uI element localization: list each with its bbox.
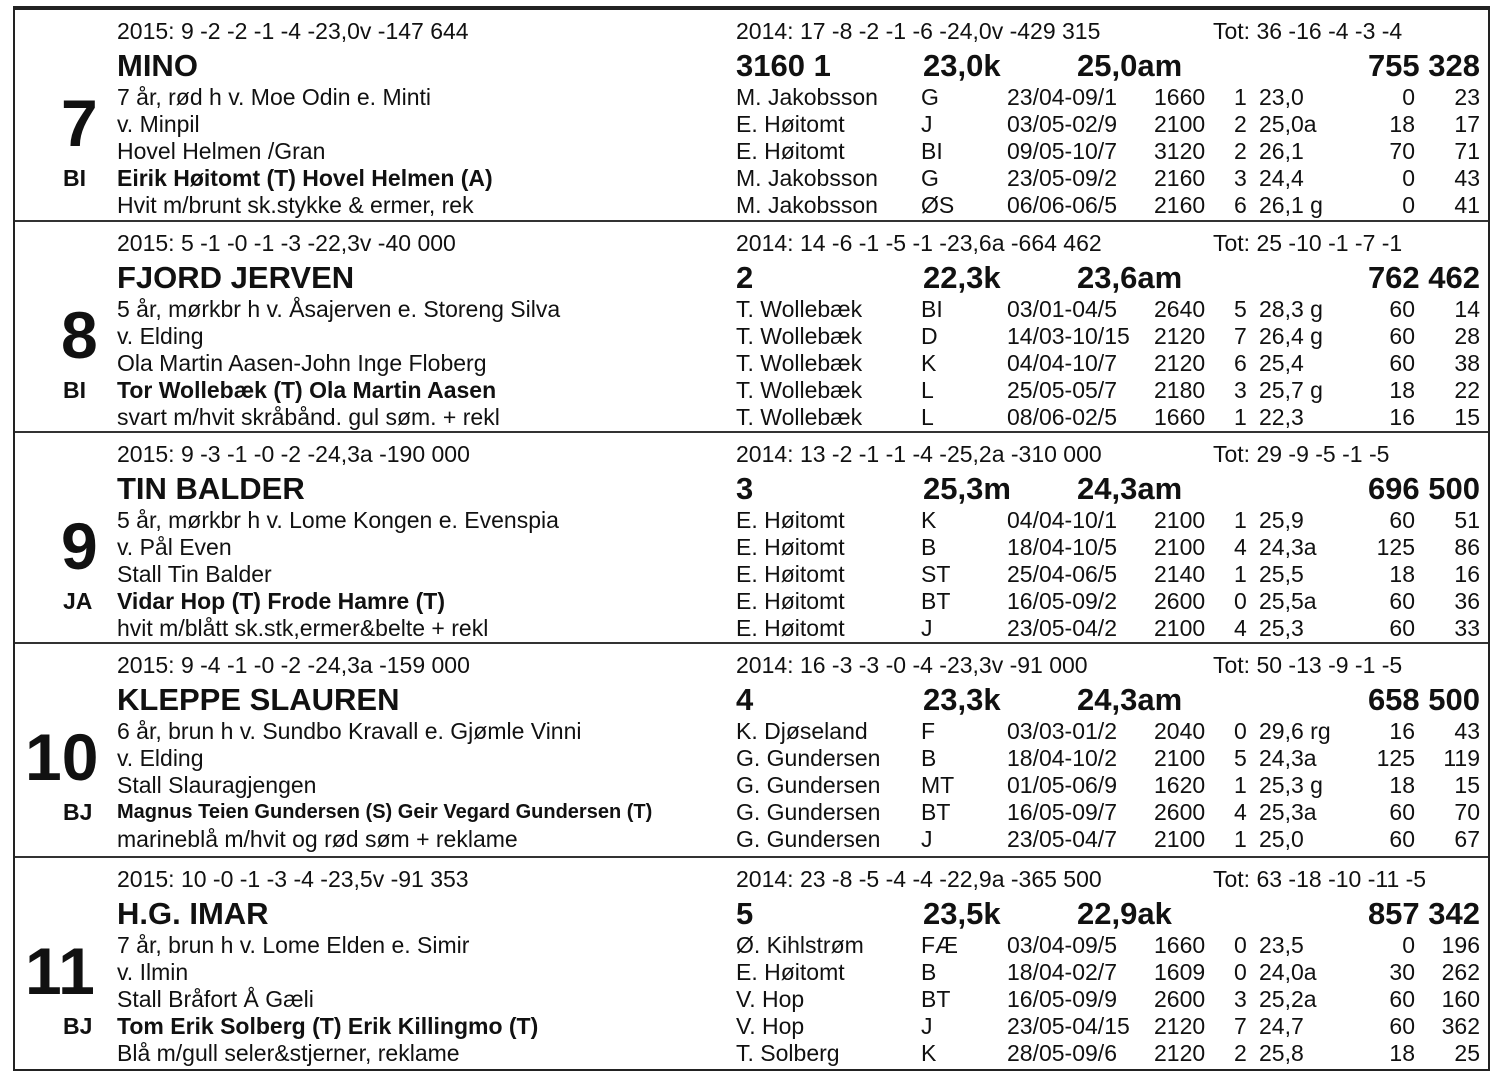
- prize: 17: [1454, 111, 1480, 137]
- placing: 0: [1234, 959, 1247, 985]
- track-code: L: [921, 377, 934, 403]
- total-earnings: 857 342: [1367, 896, 1480, 931]
- prize: 51: [1454, 507, 1480, 533]
- distance: 1620: [1154, 772, 1206, 798]
- race-date: 16/05-09/7: [1007, 799, 1117, 825]
- odds: 125: [1376, 534, 1415, 560]
- trainer-owner: Tor Wollebæk (T) Ola Martin Aasen: [117, 377, 497, 403]
- distance: 2100: [1154, 615, 1206, 641]
- driver: E. Høitomt: [736, 588, 845, 614]
- placing: 4: [1234, 534, 1247, 560]
- race-date: 03/05-02/9: [1007, 111, 1117, 137]
- stats-2015: 2015: 9 -2 -2 -1 -4 -23,0v -147 644: [117, 18, 469, 44]
- trainer-owner: Magnus Teien Gundersen (S) Geir Vegard Gundersen (T): [117, 801, 653, 823]
- track-code: B: [921, 534, 937, 560]
- driver: E. Høitomt: [736, 615, 845, 641]
- km-time: 25,7 g: [1259, 377, 1323, 403]
- racing-colors: hvit m/blått sk.stk,ermer&belte + rekl: [117, 615, 489, 641]
- pedigree-line: 6 år, brun h v. Sundbo Kravall e. Gjømle Vinni: [117, 718, 582, 744]
- track-code: BI: [921, 296, 943, 322]
- prize: 38: [1454, 350, 1480, 376]
- race-date: 23/05-04/2: [1007, 615, 1117, 641]
- trainer-owner: Tom Erik Solberg (T) Erik Killingmo (T): [117, 1013, 539, 1039]
- odds: 18: [1389, 772, 1415, 798]
- prize: 23: [1454, 84, 1480, 110]
- km-time: 24,0a: [1259, 959, 1317, 985]
- distance: 2100: [1154, 745, 1206, 771]
- track-code: J: [921, 826, 933, 852]
- driver: V. Hop: [736, 1013, 805, 1039]
- placing: 7: [1234, 323, 1247, 349]
- placing: 1: [1234, 404, 1247, 430]
- race-date: 03/03-01/2: [1007, 718, 1117, 744]
- prize: 362: [1441, 1013, 1480, 1039]
- start-number: 7: [61, 86, 98, 160]
- horse-name: KLEPPE SLAUREN: [117, 682, 400, 717]
- pedigree-line: 5 år, mørkbr h v. Lome Kongen e. Evenspia: [117, 507, 559, 533]
- placing: 1: [1234, 772, 1247, 798]
- driver: G. Gundersen: [736, 826, 881, 852]
- race-date: 28/05-09/6: [1007, 1040, 1117, 1066]
- driver: M. Jakobsson: [736, 84, 878, 110]
- race-date: 03/04-09/5: [1007, 932, 1117, 958]
- odds: 18: [1389, 111, 1415, 137]
- prize: 14: [1454, 296, 1480, 322]
- prize: 15: [1454, 772, 1480, 798]
- horse-entry: [15, 433, 1488, 644]
- prize: 119: [1443, 745, 1480, 771]
- race-date: 16/05-09/2: [1007, 588, 1117, 614]
- record-time-1: 23,0k: [923, 48, 1001, 83]
- track-code: B: [921, 745, 937, 771]
- odds: 18: [1389, 561, 1415, 587]
- driver: E. Høitomt: [736, 561, 845, 587]
- placing: 1: [1234, 507, 1247, 533]
- stats-2014: 2014: 17 -8 -2 -1 -6 -24,0v -429 315: [736, 18, 1101, 44]
- stats-total: Tot: 63 -18 -10 -11 -5: [1213, 866, 1427, 892]
- km-time: 26,1 g: [1259, 192, 1323, 218]
- km-time: 25,2a: [1259, 986, 1317, 1012]
- placing: 2: [1234, 111, 1247, 137]
- pedigree-line: 7 år, brun h v. Lome Elden e. Simir: [117, 932, 470, 958]
- total-earnings: 755 328: [1367, 48, 1480, 83]
- racing-colors: Blå m/gull seler&stjerner, reklame: [117, 1040, 460, 1066]
- race-date: 16/05-09/9: [1007, 986, 1117, 1012]
- prize: 262: [1441, 959, 1480, 985]
- pedigree-line: v. Pål Even: [117, 534, 232, 560]
- distance: 1660: [1154, 84, 1206, 110]
- prize: 41: [1454, 192, 1480, 218]
- driver: G. Gundersen: [736, 799, 881, 825]
- odds: 60: [1389, 323, 1415, 349]
- pedigree-line: v. Minpil: [117, 111, 200, 137]
- odds: 30: [1389, 959, 1415, 985]
- odds: 0: [1402, 192, 1415, 218]
- horse-name: H.G. IMAR: [117, 896, 269, 931]
- distance: 2160: [1154, 165, 1206, 191]
- track-code: B: [921, 959, 937, 985]
- distance: 2120: [1154, 1040, 1206, 1066]
- track-code: BT: [921, 588, 951, 614]
- race-date: 18/04-10/2: [1007, 745, 1117, 771]
- distance: 2100: [1154, 534, 1206, 560]
- prize: 22: [1454, 377, 1480, 403]
- racing-colors: marineblå m/hvit og rød søm + reklame: [117, 826, 518, 852]
- race-date: 08/06-02/5: [1007, 404, 1117, 430]
- prize: 33: [1454, 615, 1480, 641]
- prize: 86: [1454, 534, 1480, 560]
- odds: 0: [1402, 165, 1415, 191]
- driver: E. Høitomt: [736, 111, 845, 137]
- km-time: 25,8: [1259, 1040, 1304, 1066]
- pedigree-line: 7 år, rød h v. Moe Odin e. Minti: [117, 84, 432, 110]
- prize: 43: [1454, 165, 1480, 191]
- distance: 3120: [1154, 138, 1206, 164]
- start-number: 11: [25, 934, 95, 1008]
- track-code: J: [921, 111, 933, 137]
- placing: 3: [1234, 165, 1247, 191]
- prize: 67: [1454, 826, 1480, 852]
- km-time: 28,3 g: [1259, 296, 1323, 322]
- driver: V. Hop: [736, 986, 805, 1012]
- shoe-code: BI: [63, 165, 86, 191]
- post-position: 2: [736, 260, 754, 295]
- distance: 2640: [1154, 296, 1206, 322]
- prize: 25: [1454, 1040, 1480, 1066]
- odds: 0: [1402, 932, 1415, 958]
- distance: 2120: [1154, 1013, 1206, 1039]
- km-time: 25,3: [1259, 615, 1304, 641]
- odds: 60: [1389, 296, 1415, 322]
- post-position: 3160 1: [736, 48, 831, 83]
- track-code: J: [921, 1013, 933, 1039]
- distance: 2120: [1154, 350, 1206, 376]
- distance: 2120: [1154, 323, 1206, 349]
- prize: 28: [1454, 323, 1480, 349]
- km-time: 25,4: [1259, 350, 1304, 376]
- distance: 2600: [1154, 986, 1206, 1012]
- prize: 160: [1441, 986, 1480, 1012]
- pedigree-line: Ola Martin Aasen-John Inge Floberg: [117, 350, 487, 376]
- pedigree-line: v. Ilmin: [117, 959, 189, 985]
- placing: 1: [1234, 561, 1247, 587]
- placing: 6: [1234, 192, 1247, 218]
- track-code: ØS: [921, 192, 955, 218]
- record-time-2: 25,0am: [1077, 48, 1183, 83]
- distance: 2600: [1154, 799, 1206, 825]
- driver: M. Jakobsson: [736, 165, 878, 191]
- race-date: 03/01-04/5: [1007, 296, 1117, 322]
- stats-2014: 2014: 13 -2 -1 -1 -4 -25,2a -310 000: [736, 441, 1102, 467]
- pedigree-line: Stall Slauragjengen: [117, 772, 317, 798]
- race-date: 04/04-10/7: [1007, 350, 1117, 376]
- odds: 60: [1389, 1013, 1415, 1039]
- prize: 196: [1441, 932, 1480, 958]
- stats-total: Tot: 50 -13 -9 -1 -5: [1213, 652, 1403, 678]
- previous-entry-cutoff: [13, 0, 1490, 8]
- placing: 3: [1234, 377, 1247, 403]
- driver: T. Wollebæk: [736, 377, 863, 403]
- post-position: 3: [736, 471, 754, 506]
- km-time: 24,4: [1259, 165, 1304, 191]
- post-position: 4: [736, 682, 754, 717]
- odds: 60: [1389, 350, 1415, 376]
- stats-2015: 2015: 10 -0 -1 -3 -4 -23,5v -91 353: [117, 866, 469, 892]
- race-date: 23/05-04/15: [1007, 1013, 1130, 1039]
- odds: 60: [1389, 986, 1415, 1012]
- placing: 0: [1234, 932, 1247, 958]
- race-date: 23/05-04/7: [1007, 826, 1117, 852]
- driver: T. Solberg: [736, 1040, 840, 1066]
- odds: 16: [1389, 404, 1415, 430]
- km-time: 24,3a: [1259, 534, 1317, 560]
- horse-entry: [15, 10, 1488, 222]
- track-code: F: [921, 718, 936, 744]
- pedigree-line: Stall Bråfort Å Gæli: [117, 986, 314, 1012]
- track-code: K: [921, 350, 937, 376]
- race-date: 14/03-10/15: [1007, 323, 1130, 349]
- km-time: 23,5: [1259, 932, 1304, 958]
- race-date: 09/05-10/7: [1007, 138, 1117, 164]
- km-time: 22,3: [1259, 404, 1304, 430]
- distance: 2100: [1154, 826, 1206, 852]
- driver: G. Gundersen: [736, 745, 881, 771]
- stats-total: Tot: 36 -16 -4 -3 -4: [1213, 18, 1403, 44]
- track-code: FÆ: [921, 932, 959, 958]
- distance: 1660: [1154, 404, 1206, 430]
- placing: 3: [1234, 986, 1247, 1012]
- placing: 4: [1234, 615, 1247, 641]
- km-time: 25,3 g: [1259, 772, 1323, 798]
- race-date: 18/04-10/5: [1007, 534, 1117, 560]
- pedigree-line: v. Elding: [117, 323, 204, 349]
- record-time-2: 22,9ak: [1077, 896, 1172, 931]
- trainer-owner: Eirik Høitomt (T) Hovel Helmen (A): [117, 165, 493, 191]
- shoe-code: BJ: [63, 799, 93, 825]
- odds: 60: [1389, 615, 1415, 641]
- record-time-1: 22,3k: [923, 260, 1001, 295]
- record-time-1: 23,3k: [923, 682, 1001, 717]
- odds: 60: [1389, 826, 1415, 852]
- track-code: ST: [921, 561, 951, 587]
- odds: 60: [1389, 588, 1415, 614]
- stats-2014: 2014: 23 -8 -5 -4 -4 -22,9a -365 500: [736, 866, 1102, 892]
- start-number: 10: [25, 720, 99, 794]
- km-time: 23,0: [1259, 84, 1304, 110]
- horse-name: FJORD JERVEN: [117, 260, 355, 295]
- driver: T. Wollebæk: [736, 296, 863, 322]
- placing: 1: [1234, 826, 1247, 852]
- total-earnings: 762 462: [1367, 260, 1480, 295]
- odds: 70: [1389, 138, 1415, 164]
- horse-entry: [15, 644, 1488, 858]
- track-code: K: [921, 507, 937, 533]
- racing-colors: Hvit m/brunt sk.stykke & ermer, rek: [117, 192, 474, 218]
- stats-2015: 2015: 9 -3 -1 -0 -2 -24,3a -190 000: [117, 441, 470, 467]
- pedigree-line: v. Elding: [117, 745, 204, 771]
- km-time: 25,0a: [1259, 111, 1317, 137]
- odds: 0: [1402, 84, 1415, 110]
- prize: 36: [1454, 588, 1480, 614]
- shoe-code: BI: [63, 377, 86, 403]
- record-time-1: 25,3m: [923, 471, 1011, 506]
- distance: 1660: [1154, 932, 1206, 958]
- horse-entry: [15, 222, 1488, 433]
- distance: 2100: [1154, 507, 1206, 533]
- stats-total: Tot: 25 -10 -1 -7 -1: [1213, 230, 1403, 256]
- pedigree-line: Hovel Helmen /Gran: [117, 138, 326, 164]
- race-date: 25/05-05/7: [1007, 377, 1117, 403]
- start-number: 9: [61, 509, 98, 583]
- odds: 60: [1389, 507, 1415, 533]
- post-position: 5: [736, 896, 754, 931]
- prize: 43: [1454, 718, 1480, 744]
- placing: 2: [1234, 1040, 1247, 1066]
- driver: E. Høitomt: [736, 507, 845, 533]
- stats-2015: 2015: 5 -1 -0 -1 -3 -22,3v -40 000: [117, 230, 456, 256]
- km-time: 25,0: [1259, 826, 1304, 852]
- odds: 18: [1389, 1040, 1415, 1066]
- km-time: 25,9: [1259, 507, 1304, 533]
- stats-2014: 2014: 16 -3 -3 -0 -4 -23,3v -91 000: [736, 652, 1088, 678]
- driver: M. Jakobsson: [736, 192, 878, 218]
- driver: E. Høitomt: [736, 959, 845, 985]
- record-time-2: 24,3am: [1077, 682, 1183, 717]
- total-earnings: 696 500: [1367, 471, 1480, 506]
- stats-2014: 2014: 14 -6 -1 -5 -1 -23,6a -664 462: [736, 230, 1102, 256]
- stats-total: Tot: 29 -9 -5 -1 -5: [1213, 441, 1390, 467]
- track-code: K: [921, 1040, 937, 1066]
- distance: 2600: [1154, 588, 1206, 614]
- distance: 2100: [1154, 111, 1206, 137]
- distance: 2140: [1154, 561, 1206, 587]
- driver: G. Gundersen: [736, 772, 881, 798]
- placing: 0: [1234, 588, 1247, 614]
- km-time: 25,3a: [1259, 799, 1317, 825]
- track-code: BT: [921, 799, 951, 825]
- record-time-2: 24,3am: [1077, 471, 1183, 506]
- race-date: 01/05-06/9: [1007, 772, 1117, 798]
- odds: 16: [1389, 718, 1415, 744]
- placing: 5: [1234, 296, 1247, 322]
- stats-2015: 2015: 9 -4 -1 -0 -2 -24,3a -159 000: [117, 652, 470, 678]
- driver: E. Høitomt: [736, 534, 845, 560]
- driver: K. Djøseland: [736, 718, 868, 744]
- horse-name: TIN BALDER: [117, 471, 305, 506]
- driver: T. Wollebæk: [736, 350, 863, 376]
- distance: 2180: [1154, 377, 1206, 403]
- total-earnings: 658 500: [1367, 682, 1480, 717]
- distance: 2160: [1154, 192, 1206, 218]
- odds: 125: [1376, 745, 1415, 771]
- driver: E. Høitomt: [736, 138, 845, 164]
- km-time: 25,5a: [1259, 588, 1317, 614]
- race-date: 04/04-10/1: [1007, 507, 1117, 533]
- track-code: G: [921, 84, 939, 110]
- placing: 0: [1234, 718, 1247, 744]
- race-date: 23/04-09/1: [1007, 84, 1117, 110]
- track-code: MT: [921, 772, 955, 798]
- driver: T. Wollebæk: [736, 404, 863, 430]
- track-code: G: [921, 165, 939, 191]
- prize: 71: [1454, 138, 1480, 164]
- track-code: D: [921, 323, 938, 349]
- km-time: 29,6 rg: [1259, 718, 1331, 744]
- pedigree-line: 5 år, mørkbr h v. Åsajerven e. Storeng Silva: [117, 296, 561, 322]
- placing: 4: [1234, 799, 1247, 825]
- driver: Ø. Kihlstrøm: [736, 932, 864, 958]
- km-time: 24,7: [1259, 1013, 1304, 1039]
- placing: 7: [1234, 1013, 1247, 1039]
- race-date: 06/06-06/5: [1007, 192, 1117, 218]
- track-code: BT: [921, 986, 951, 1012]
- record-time-2: 23,6am: [1077, 260, 1183, 295]
- record-time-1: 23,5k: [923, 896, 1001, 931]
- prize: 15: [1454, 404, 1480, 430]
- placing: 2: [1234, 138, 1247, 164]
- pedigree-line: Stall Tin Balder: [117, 561, 272, 587]
- prize: 70: [1454, 799, 1480, 825]
- track-code: BI: [921, 138, 943, 164]
- horse-entry: [15, 858, 1488, 1069]
- km-time: 24,3a: [1259, 745, 1317, 771]
- racing-colors: svart m/hvit skråbånd. gul søm. + rekl: [117, 404, 500, 430]
- placing: 1: [1234, 84, 1247, 110]
- odds: 18: [1389, 377, 1415, 403]
- start-number: 8: [61, 298, 98, 372]
- km-time: 26,4 g: [1259, 323, 1323, 349]
- race-date: 25/04-06/5: [1007, 561, 1117, 587]
- km-time: 26,1: [1259, 138, 1304, 164]
- km-time: 25,5: [1259, 561, 1304, 587]
- placing: 5: [1234, 745, 1247, 771]
- trainer-owner: Vidar Hop (T) Frode Hamre (T): [117, 588, 445, 614]
- placing: 6: [1234, 350, 1247, 376]
- shoe-code: BJ: [63, 1013, 93, 1039]
- shoe-code: JA: [63, 588, 93, 614]
- race-date: 18/04-02/7: [1007, 959, 1117, 985]
- track-code: L: [921, 404, 934, 430]
- track-code: J: [921, 615, 933, 641]
- distance: 1609: [1154, 959, 1206, 985]
- horse-name: MINO: [117, 48, 198, 83]
- driver: T. Wollebæk: [736, 323, 863, 349]
- prize: 16: [1454, 561, 1480, 587]
- race-date: 23/05-09/2: [1007, 165, 1117, 191]
- odds: 60: [1389, 799, 1415, 825]
- distance: 2040: [1154, 718, 1206, 744]
